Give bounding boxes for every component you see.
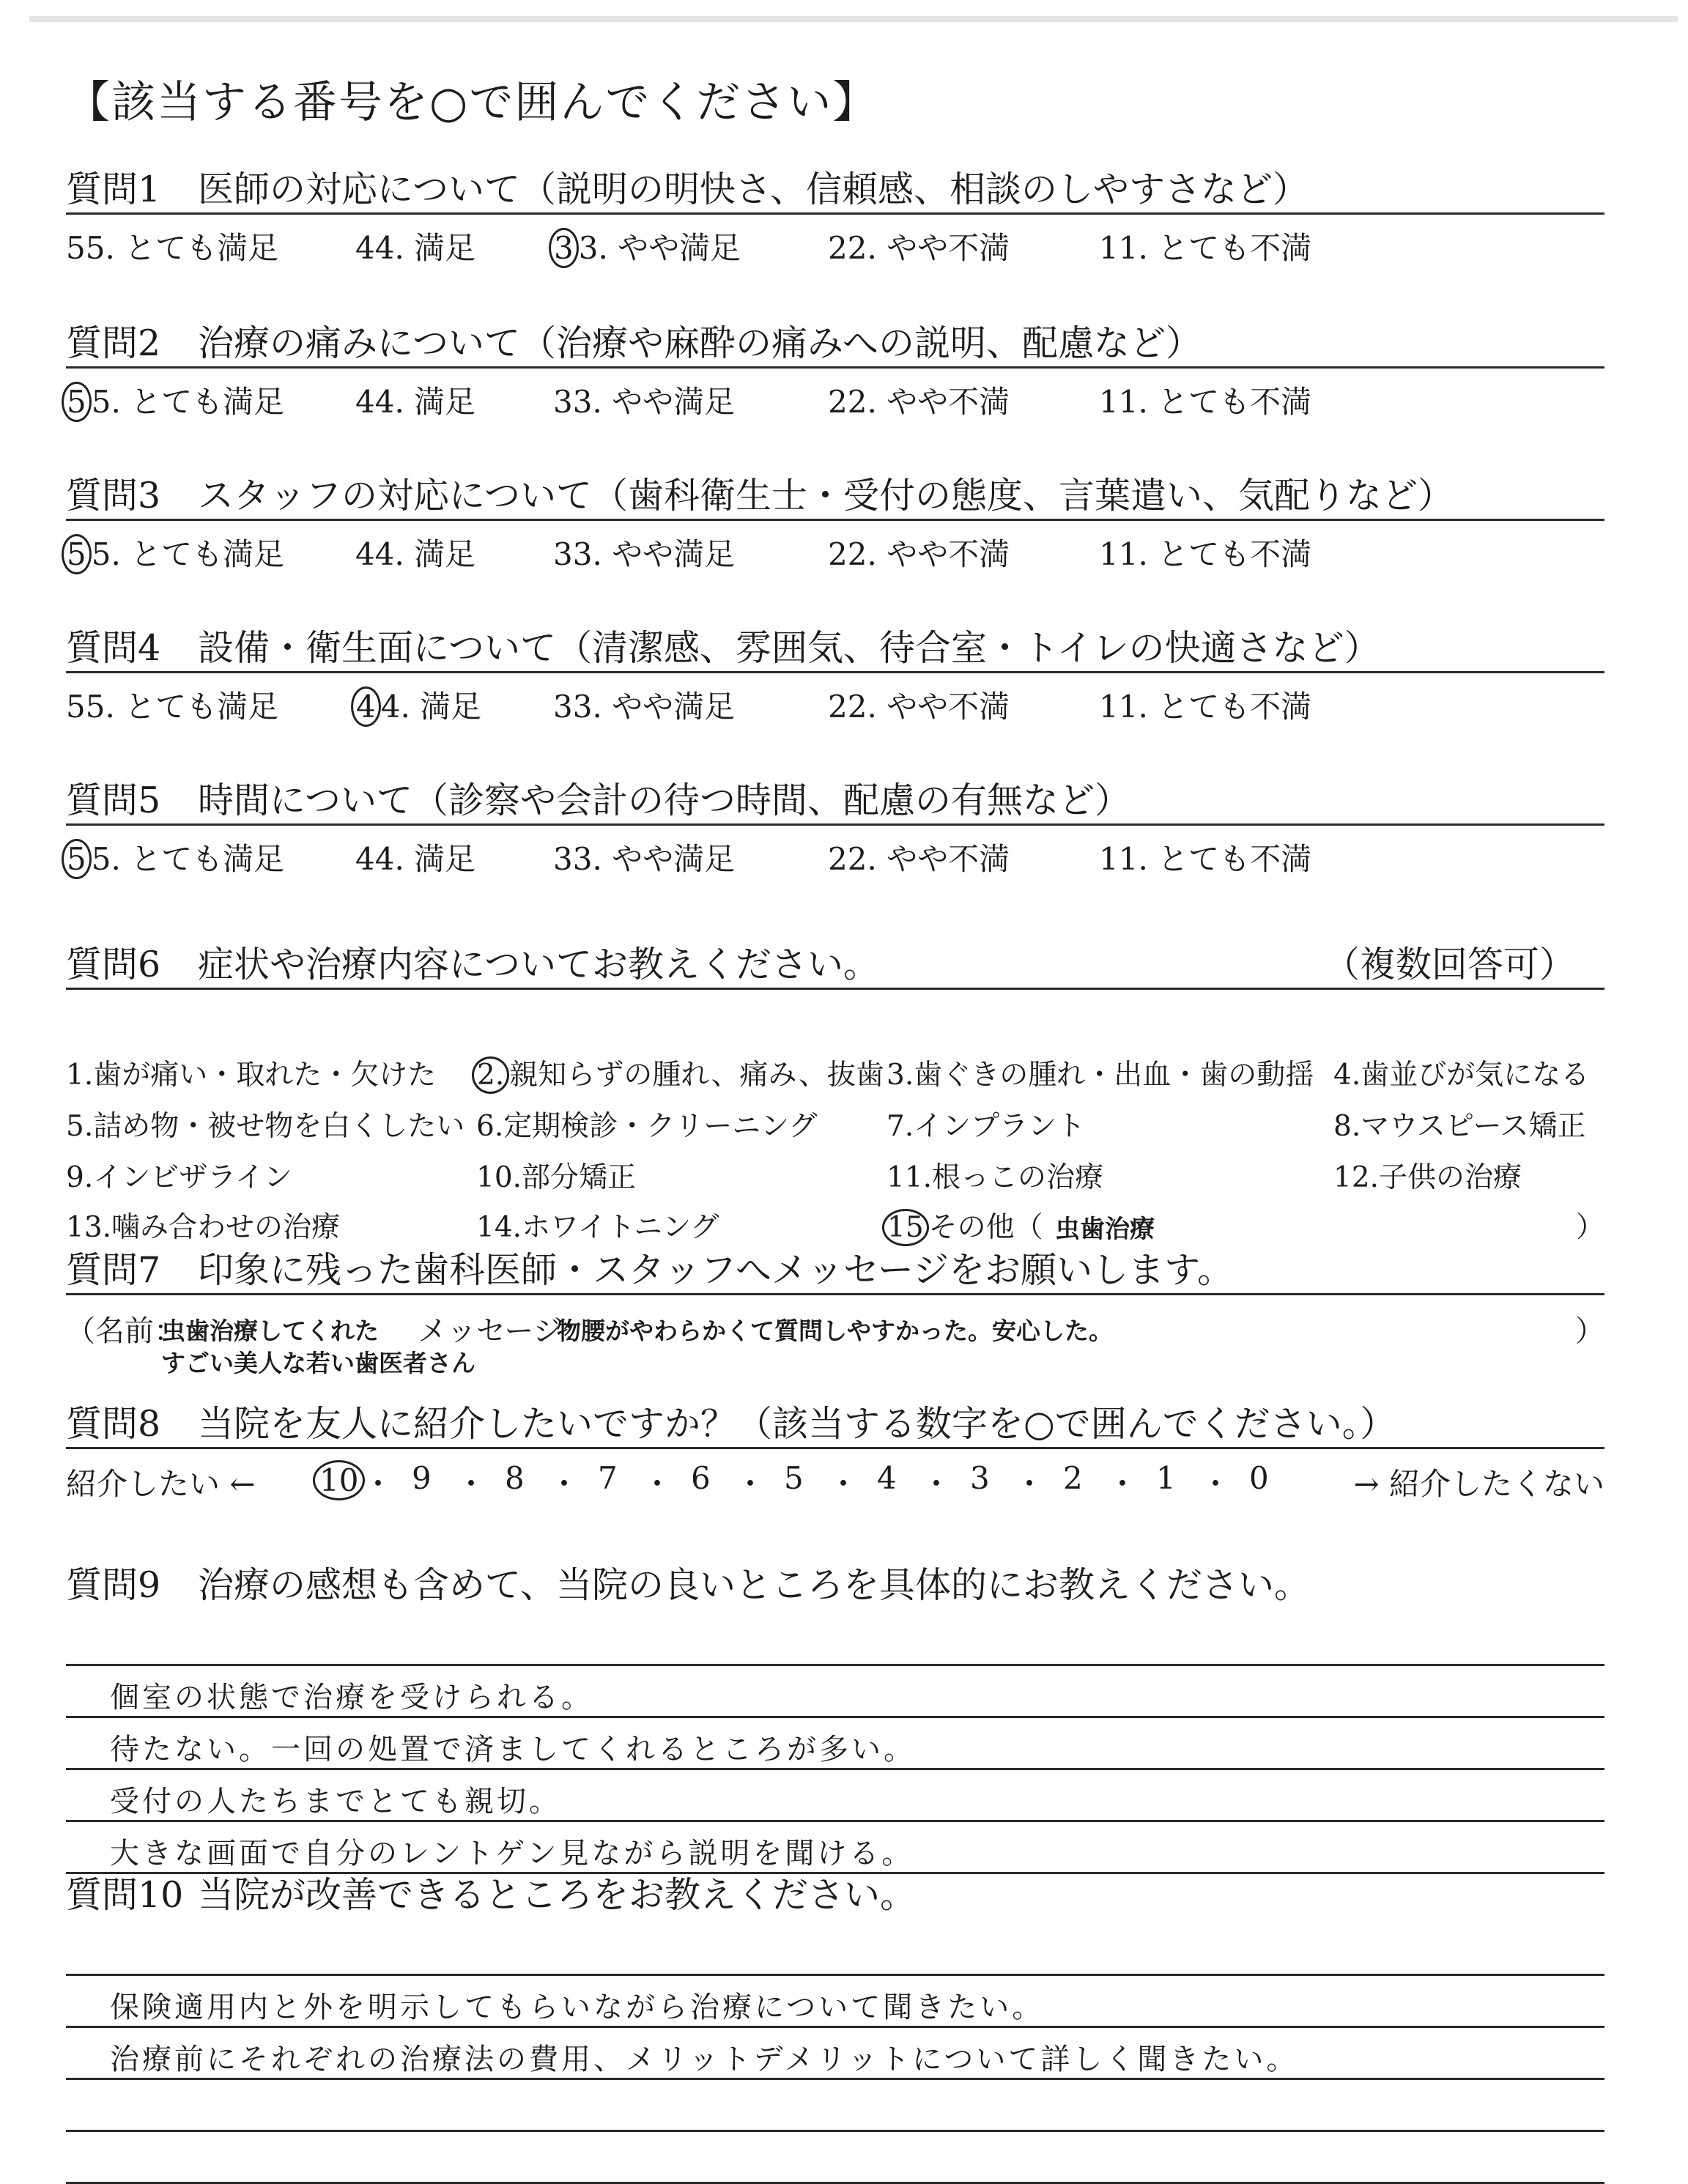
option-number: 1. bbox=[66, 1059, 94, 1092]
question-number: 質問8 bbox=[66, 1403, 161, 1445]
rating-option-3[interactable] bbox=[553, 224, 741, 268]
question-number: 質問2 bbox=[66, 322, 161, 364]
symptom-option-6[interactable] bbox=[476, 1103, 817, 1144]
rating-option-2[interactable] bbox=[828, 224, 1010, 268]
scale-value-5[interactable]: 5 bbox=[784, 1460, 804, 1496]
rating-option-2[interactable] bbox=[828, 530, 1010, 574]
option-label: 2. やや不満 bbox=[847, 689, 1010, 725]
answer-line bbox=[66, 1974, 1604, 1976]
message-block bbox=[66, 1298, 1604, 1378]
option-number: 9. bbox=[66, 1161, 94, 1194]
symptom-option-10[interactable] bbox=[476, 1155, 636, 1196]
name-label: （名前： bbox=[66, 1314, 183, 1348]
option-label: 5. とても満足 bbox=[85, 230, 279, 266]
question-rule bbox=[66, 823, 1604, 826]
question-1 bbox=[66, 161, 1604, 268]
message-value[interactable]: 物腰がやわらかくて質問しやすかった。安心した。 bbox=[557, 1317, 1113, 1345]
option-label: 根っこの治療 bbox=[932, 1161, 1104, 1194]
symptom-option-14[interactable] bbox=[476, 1204, 719, 1245]
question-text: 当院を友人に紹介したいですか？（該当する数字を○で囲んでください。） bbox=[198, 1403, 1396, 1445]
option-label: 詰め物・被せ物を白くしたい bbox=[93, 1110, 465, 1143]
question-10-header bbox=[66, 1867, 1604, 1922]
option-number: 12. bbox=[1333, 1161, 1380, 1194]
option-label: 4. 満足 bbox=[374, 536, 476, 572]
scale-value-8[interactable]: 8 bbox=[505, 1460, 525, 1496]
question-text: 症状や治療内容についてお教えください。 bbox=[198, 944, 880, 985]
option-number: 3 bbox=[549, 228, 579, 268]
option-number: 5 bbox=[62, 382, 92, 422]
option-label: 4. 満足 bbox=[380, 689, 482, 725]
question-rule bbox=[66, 519, 1604, 521]
option-label: 5. とても満足 bbox=[85, 689, 279, 725]
symptom-option-15[interactable] bbox=[886, 1204, 1043, 1245]
option-label: 1. とても不満 bbox=[1118, 536, 1312, 572]
option-label: 3. やや満足 bbox=[578, 230, 741, 266]
option-label: 2. やや不満 bbox=[847, 384, 1010, 420]
symptom-option-8[interactable] bbox=[1333, 1103, 1586, 1144]
option-number: 3 bbox=[553, 536, 573, 572]
symptom-option-4[interactable] bbox=[1333, 1052, 1589, 1093]
answer-text[interactable]: 待たない。一回の処置で済ましてくれるところが多い。 bbox=[110, 1733, 916, 1766]
form-title: 【該当する番号を○で囲んでください】 bbox=[66, 77, 878, 128]
scale-value-7[interactable]: 7 bbox=[598, 1460, 618, 1496]
option-number: 2 bbox=[828, 689, 848, 725]
question-6-options bbox=[66, 992, 1604, 1244]
rating-option-2[interactable] bbox=[828, 378, 1010, 422]
question-number: 質問7 bbox=[66, 1249, 161, 1291]
option-label: ホワイトニング bbox=[522, 1211, 719, 1244]
recommend-scale bbox=[66, 1451, 1604, 1503]
rating-option-1[interactable] bbox=[1099, 683, 1311, 727]
scale-value-2[interactable]: 2 bbox=[1063, 1460, 1083, 1496]
symptom-option-9[interactable] bbox=[66, 1155, 292, 1196]
question-text: スタッフの対応について（歯科衛生士・受付の態度、言葉遣い、気配りなど） bbox=[198, 475, 1454, 517]
answer-line bbox=[66, 1664, 1604, 1666]
question-rule bbox=[66, 1447, 1604, 1449]
scale-separator: ・ bbox=[828, 1466, 859, 1502]
scale-value-6[interactable]: 6 bbox=[691, 1460, 711, 1496]
question-text: 時間について（診察や会計の待つ時間、配慮の有無など） bbox=[198, 780, 1131, 821]
symptom-option-11[interactable] bbox=[886, 1155, 1103, 1196]
scale-separator: ・ bbox=[642, 1466, 673, 1502]
rating-option-5[interactable] bbox=[66, 224, 278, 268]
option-number: 3. bbox=[886, 1059, 914, 1092]
option-label: 5. とても満足 bbox=[91, 536, 285, 572]
option-number: 1 bbox=[1099, 689, 1119, 725]
option-number: 3 bbox=[553, 841, 573, 877]
option-number: 4 bbox=[355, 841, 375, 877]
rating-option-5[interactable] bbox=[66, 378, 284, 422]
scale-separator: ・ bbox=[363, 1466, 394, 1502]
rating-option-4[interactable] bbox=[355, 683, 481, 727]
option-number: 4 bbox=[355, 230, 375, 266]
question-number: 質問4 bbox=[66, 627, 161, 669]
option-label: 歯が痛い・取れた・欠けた bbox=[93, 1059, 437, 1092]
question-number: 質問9 bbox=[66, 1564, 161, 1606]
rating-option-3[interactable] bbox=[553, 530, 735, 574]
question-8-header bbox=[66, 1396, 1604, 1451]
option-label: 3. やや満足 bbox=[572, 384, 736, 420]
paren-close: ） bbox=[1575, 1314, 1604, 1348]
option-number: 10. bbox=[476, 1161, 522, 1194]
question-text: 医師の対応について（説明の明快さ、信頼感、相談のしやすさなど） bbox=[198, 169, 1309, 210]
option-number: 5. bbox=[66, 1110, 94, 1143]
question-text: 印象に残った歯科医師・スタッフへメッセージをお願いします。 bbox=[198, 1249, 1234, 1291]
option-number: 5 bbox=[66, 230, 86, 266]
option-number: 8. bbox=[1333, 1110, 1361, 1143]
answer-line bbox=[66, 1768, 1604, 1770]
rating-option-1[interactable] bbox=[1099, 378, 1311, 422]
scale-separator: ・ bbox=[1014, 1466, 1045, 1502]
question-number: 質問10 bbox=[66, 1874, 184, 1916]
rating-option-4[interactable] bbox=[355, 530, 475, 574]
rating-option-4[interactable] bbox=[355, 835, 475, 879]
question-rule bbox=[66, 1293, 1604, 1295]
scale-separator: ・ bbox=[735, 1466, 766, 1502]
option-number: 1 bbox=[1099, 841, 1119, 877]
option-number: 2 bbox=[828, 230, 848, 266]
question-2-header bbox=[66, 315, 1604, 371]
option-number: 3 bbox=[553, 689, 573, 725]
question-10 bbox=[66, 1867, 1604, 2076]
question-4-header bbox=[66, 620, 1604, 675]
paren-close: ） bbox=[1575, 1211, 1604, 1244]
rating-option-4[interactable] bbox=[355, 378, 475, 422]
option-number: 1 bbox=[1099, 536, 1119, 572]
question-number: 質問6 bbox=[66, 944, 161, 985]
symptom-option-12[interactable] bbox=[1333, 1155, 1522, 1196]
option-number: 1 bbox=[1099, 230, 1119, 266]
symptom-option-1[interactable] bbox=[66, 1052, 436, 1093]
question-number: 質問3 bbox=[66, 475, 161, 517]
question-3 bbox=[66, 467, 1604, 574]
question-rule bbox=[66, 671, 1604, 673]
question-5 bbox=[66, 772, 1604, 879]
rating-option-3[interactable] bbox=[553, 835, 735, 879]
scale-value-3[interactable]: 3 bbox=[970, 1460, 990, 1496]
option-number: 1 bbox=[1099, 384, 1119, 420]
option-number: 5 bbox=[62, 839, 92, 879]
option-label: 1. とても不満 bbox=[1118, 841, 1312, 877]
question-9-header bbox=[66, 1557, 1604, 1613]
option-number: 3 bbox=[553, 384, 573, 420]
rating-option-1[interactable] bbox=[1099, 530, 1311, 574]
scan-edge-line bbox=[29, 16, 1678, 22]
option-number: 15 bbox=[882, 1209, 929, 1246]
option-label: 4. 満足 bbox=[374, 384, 476, 420]
option-number: 2. bbox=[472, 1056, 509, 1094]
option-label: 歯並びが気になる bbox=[1361, 1059, 1590, 1092]
option-label: その他（ bbox=[928, 1211, 1043, 1244]
scale-value-0[interactable]: 0 bbox=[1249, 1460, 1269, 1496]
symptom-option-5[interactable] bbox=[66, 1103, 464, 1144]
option-number: 7. bbox=[886, 1110, 914, 1143]
rating-option-2[interactable] bbox=[828, 683, 1010, 727]
option-label: 4. 満足 bbox=[374, 230, 476, 266]
option-label: 噛み合わせの治療 bbox=[111, 1211, 341, 1244]
question-rule bbox=[66, 212, 1604, 215]
option-label: 親知らずの腫れ、痛み、抜歯 bbox=[509, 1059, 884, 1092]
name-value-line1[interactable]: 虫歯治療してくれた bbox=[161, 1317, 379, 1345]
option-label: 4. 満足 bbox=[374, 841, 476, 877]
option-label: インプラント bbox=[914, 1110, 1086, 1143]
option-number: 13. bbox=[66, 1211, 112, 1244]
scale-value-4[interactable]: 4 bbox=[877, 1460, 897, 1496]
scale-value-10[interactable]: 10 bbox=[313, 1460, 365, 1500]
scale-separator: ・ bbox=[1107, 1466, 1139, 1502]
question-1-header bbox=[66, 161, 1604, 217]
answer-line bbox=[66, 2130, 1604, 2132]
option-label: インビザライン bbox=[93, 1161, 293, 1194]
answer-line bbox=[66, 1716, 1604, 1718]
scale-value-1[interactable]: 1 bbox=[1156, 1460, 1176, 1496]
option-label: 3. やや満足 bbox=[572, 689, 736, 725]
answer-text[interactable]: 治療前にそれぞれの治療法の費用、メリットデメリットについて詳しく聞きたい。 bbox=[110, 2043, 1299, 2076]
rating-option-2[interactable] bbox=[828, 835, 1010, 879]
option-label: 定期検診・クリーニング bbox=[503, 1110, 818, 1143]
rating-options bbox=[66, 675, 1604, 727]
question-number: 質問1 bbox=[66, 169, 161, 210]
symptom-option-7[interactable] bbox=[886, 1103, 1085, 1144]
rating-option-5[interactable] bbox=[66, 835, 284, 879]
recommend-left-label: 紹介したい ← bbox=[66, 1466, 256, 1502]
question-text: 当院が改善できるところをお教えください。 bbox=[198, 1874, 917, 1916]
option-label: 2. やや不満 bbox=[847, 536, 1010, 572]
option-label: マウスピース矯正 bbox=[1361, 1110, 1586, 1143]
symptom-option-3[interactable] bbox=[886, 1052, 1314, 1093]
answer-line bbox=[66, 1820, 1604, 1822]
scale-separator: ・ bbox=[549, 1466, 580, 1502]
message-label: メッセージ： bbox=[418, 1314, 592, 1348]
question-9 bbox=[66, 1557, 1604, 1870]
option-number: 2 bbox=[828, 384, 848, 420]
option-number: 5 bbox=[62, 534, 92, 574]
option-number: 4 bbox=[355, 384, 375, 420]
rating-options bbox=[66, 523, 1604, 574]
symptom-option-2[interactable] bbox=[476, 1052, 884, 1093]
answer-text[interactable]: 大きな画面で自分のレントゲン見ながら説明を聞ける。 bbox=[110, 1837, 914, 1870]
other-answer-text[interactable]: 虫歯治療 bbox=[1055, 1215, 1155, 1244]
option-number: 4 bbox=[355, 536, 375, 572]
question-rule bbox=[66, 366, 1604, 369]
symptom-option-13[interactable] bbox=[66, 1204, 340, 1245]
question-rule bbox=[66, 988, 1604, 990]
rating-options bbox=[66, 217, 1604, 268]
option-label: 3. やや満足 bbox=[572, 841, 736, 877]
option-number: 6. bbox=[476, 1110, 504, 1143]
answer-text[interactable]: 保険適用内と外を明示してもらいながら治療について聞きたい。 bbox=[110, 1991, 1045, 2024]
question-4 bbox=[66, 620, 1604, 727]
option-label: 5. とても満足 bbox=[91, 384, 285, 420]
question-text: 設備・衛生面について（清潔感、雰囲気、待合室・トイレの快適さなど） bbox=[198, 627, 1380, 669]
question-text: 治療の痛みについて（治療や麻酔の痛みへの説明、配慮など） bbox=[198, 322, 1202, 364]
rating-options bbox=[66, 828, 1604, 879]
option-label: 3. やや満足 bbox=[572, 536, 736, 572]
option-label: 部分矯正 bbox=[522, 1161, 637, 1194]
option-number: 4 bbox=[351, 686, 381, 727]
question-number: 質問5 bbox=[66, 780, 161, 821]
question-6 bbox=[66, 936, 1604, 1244]
question-text: 治療の感想も含めて、当院の良いところを具体的にお教えください。 bbox=[198, 1564, 1311, 1606]
answer-line bbox=[66, 2026, 1604, 2028]
answer-line bbox=[66, 2078, 1604, 2080]
rating-options bbox=[66, 371, 1604, 422]
recommend-right-label: → 紹介したくない bbox=[1353, 1466, 1604, 1502]
rating-option-1[interactable] bbox=[1099, 224, 1311, 268]
question-8 bbox=[66, 1396, 1604, 1503]
option-label: 2. やや不満 bbox=[847, 841, 1010, 877]
option-label: 1. とても不満 bbox=[1118, 230, 1312, 266]
option-number: 2 bbox=[828, 841, 848, 877]
question-3-header bbox=[66, 467, 1604, 523]
option-number: 11. bbox=[886, 1161, 933, 1194]
question-2 bbox=[66, 315, 1604, 422]
question-7-header bbox=[66, 1242, 1604, 1298]
option-label: 1. とても不満 bbox=[1118, 689, 1312, 725]
scale-separator: ・ bbox=[921, 1466, 952, 1502]
rating-option-3[interactable] bbox=[553, 378, 735, 422]
question-5-header bbox=[66, 772, 1604, 828]
rating-option-1[interactable] bbox=[1099, 835, 1311, 879]
option-label: 子供の治療 bbox=[1379, 1161, 1522, 1194]
rating-option-5[interactable] bbox=[66, 530, 284, 574]
option-number: 2 bbox=[828, 536, 848, 572]
option-number: 4. bbox=[1333, 1059, 1361, 1092]
option-number: 5 bbox=[66, 689, 86, 725]
option-label: 1. とても不満 bbox=[1118, 384, 1312, 420]
option-number: 14. bbox=[476, 1211, 522, 1244]
option-label: 歯ぐきの腫れ・出血・歯の動揺 bbox=[914, 1059, 1314, 1092]
name-value-line2[interactable]: すごい美人な若い歯医者さん bbox=[161, 1349, 475, 1377]
option-label: 5. とても満足 bbox=[91, 841, 285, 877]
multiple-answer-note: （複数回答可） bbox=[1323, 944, 1575, 985]
answer-text[interactable]: 個室の状態で治療を受けられる。 bbox=[110, 1681, 593, 1714]
rating-option-3[interactable] bbox=[553, 683, 735, 727]
rating-option-4[interactable] bbox=[355, 224, 475, 268]
answer-text[interactable]: 受付の人たちまでとても親切。 bbox=[110, 1785, 561, 1818]
rating-option-5[interactable] bbox=[66, 683, 278, 727]
question-6-header bbox=[66, 936, 1604, 992]
question-7 bbox=[66, 1242, 1604, 1378]
scale-separator: ・ bbox=[1200, 1466, 1232, 1502]
option-label: 2. やや不満 bbox=[847, 230, 1010, 266]
scale-separator: ・ bbox=[456, 1466, 487, 1502]
scale-value-9[interactable]: 9 bbox=[412, 1460, 432, 1496]
